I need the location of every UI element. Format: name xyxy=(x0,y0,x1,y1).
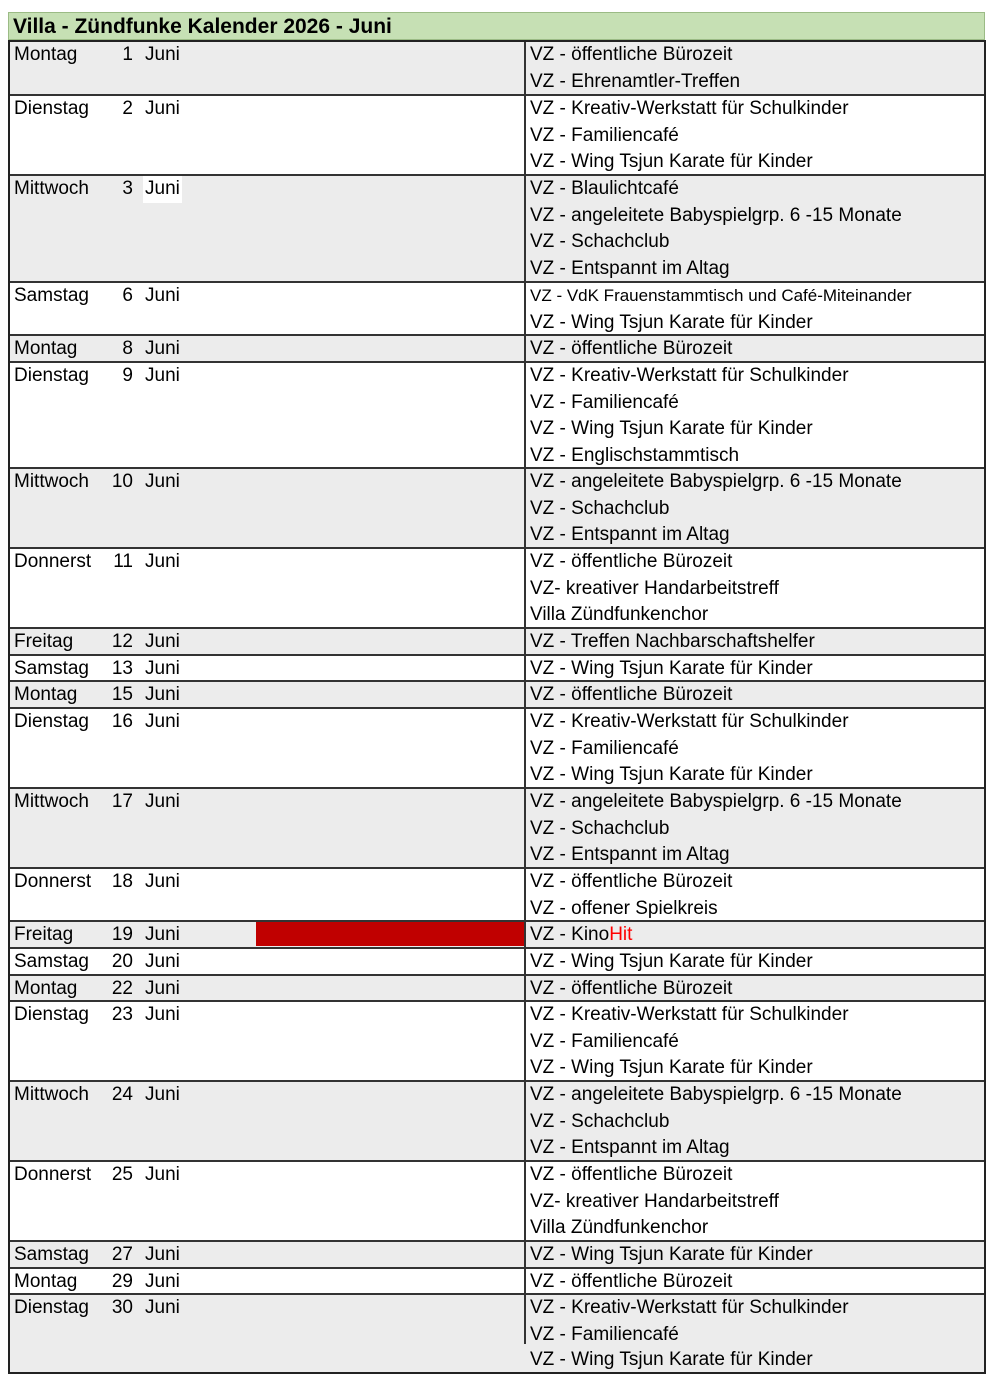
calendar-row xyxy=(10,363,984,469)
event-item: VZ - Wing Tsjun Karate für Kinder xyxy=(530,658,813,679)
event-list xyxy=(524,96,984,174)
event-list xyxy=(524,549,984,627)
month-label: Juni xyxy=(145,1271,180,1292)
calendar-row xyxy=(10,96,984,176)
day-name: Montag xyxy=(14,1271,78,1292)
day-name: Dienstag xyxy=(14,711,89,732)
day-number: 13 xyxy=(111,658,133,679)
calendar-row xyxy=(10,469,984,549)
day-name: Montag xyxy=(14,684,78,705)
day-number: 2 xyxy=(122,98,133,119)
day-name: Freitag xyxy=(14,924,74,945)
month-label: Juni xyxy=(145,791,180,812)
event-item: VZ - Wing Tsjun Karate für Kinder xyxy=(530,951,813,972)
event-item: VZ - angeleitete Babyspielgrp. 6 -15 Monate xyxy=(530,471,902,492)
day-name: Dienstag xyxy=(14,98,89,119)
event-item: VZ - Schachclub xyxy=(530,497,670,519)
event-item: VZ - Familiencafé xyxy=(530,1030,679,1052)
month-label: Juni xyxy=(145,98,180,119)
day-number: 18 xyxy=(111,871,133,892)
month-label: Juni xyxy=(145,924,180,945)
day-number: 29 xyxy=(111,1271,133,1292)
month-label: Juni xyxy=(145,1297,180,1318)
month-label: Juni xyxy=(145,1004,180,1025)
event-list xyxy=(524,949,984,974)
day-number: 11 xyxy=(113,551,133,572)
event-item: VZ - Treffen Nachbarschaftshelfer xyxy=(530,631,815,652)
event-item: VZ - Ehrenamtler-Treffen xyxy=(530,70,741,92)
day-number: 10 xyxy=(111,471,133,492)
event-list xyxy=(524,1269,984,1293)
month-label: Juni xyxy=(145,951,180,972)
event-item: VZ - Entspannt im Altag xyxy=(530,844,730,866)
month-label: Juni xyxy=(145,285,180,306)
event-item: VZ - Familiencafé xyxy=(530,124,679,146)
event-item: VZ - Kreativ-Werkstatt für Schulkinder xyxy=(530,365,849,386)
event-list xyxy=(524,789,984,867)
event-item: VZ - VdK Frauenstammtisch und Café-Miteinander xyxy=(530,286,912,305)
calendar-row xyxy=(10,1295,984,1372)
month-label: Juni xyxy=(145,1244,180,1265)
day-name: Mittwoch xyxy=(14,791,89,812)
day-name: Dienstag xyxy=(14,1004,89,1025)
event-list xyxy=(524,709,984,787)
event-item: VZ - öffentliche Bürozeit xyxy=(530,338,733,359)
day-name: Mittwoch xyxy=(14,471,89,492)
event-list xyxy=(524,682,984,707)
event-item: VZ - Entspannt im Altag xyxy=(530,258,730,280)
day-number: 8 xyxy=(122,338,133,359)
event-item: VZ - Kreativ-Werkstatt für Schulkinder xyxy=(530,1004,849,1025)
day-number: 1 xyxy=(122,44,133,65)
day-number: 22 xyxy=(111,978,133,999)
event-item: VZ - Englischstammtisch xyxy=(530,445,740,467)
month-label: Juni xyxy=(145,978,180,999)
calendar-row xyxy=(10,629,984,656)
calendar-row xyxy=(10,283,984,336)
day-number: 3 xyxy=(122,178,133,199)
event-list xyxy=(524,1295,984,1344)
day-number: 15 xyxy=(111,684,133,705)
calendar-row xyxy=(10,336,984,363)
day-number: 12 xyxy=(111,631,133,652)
calendar-row xyxy=(10,656,984,682)
event-list xyxy=(524,629,984,654)
event-item: VZ - öffentliche Bürozeit xyxy=(530,871,733,892)
event-list xyxy=(524,363,984,467)
event-item: VZ - Wing Tsjun Karate für Kinder xyxy=(530,764,813,786)
month-label: Juni xyxy=(145,44,180,65)
day-name: Freitag xyxy=(14,631,74,652)
day-name: Mittwoch xyxy=(14,1084,89,1105)
day-number: 19 xyxy=(111,924,133,945)
event-item: VZ - Blaulichtcafé xyxy=(530,178,679,199)
calendar-row xyxy=(10,789,984,869)
event-hit-text: Hit xyxy=(609,924,633,945)
month-label: Juni xyxy=(145,711,180,732)
event-text: VZ - Kino xyxy=(530,924,610,945)
event-item: VZ - Schachclub xyxy=(530,1110,670,1132)
calendar-row xyxy=(10,922,984,949)
event-item: Villa Zündfunkenchor xyxy=(530,604,709,626)
event-item: VZ - Wing Tsjun Karate für Kinder xyxy=(530,1057,813,1079)
event-item: VZ - Kreativ-Werkstatt für Schulkinder xyxy=(530,1297,849,1318)
month-label: Juni xyxy=(145,1084,180,1105)
day-name: Donnerst xyxy=(14,551,92,572)
event-list xyxy=(524,176,984,281)
calendar-row xyxy=(10,1242,984,1269)
event-item: VZ - angeleitete Babyspielgrp. 6 -15 Monate xyxy=(530,791,902,812)
highlight-bar xyxy=(256,922,524,946)
event-item: VZ - Wing Tsjun Karate für Kinder xyxy=(530,151,813,173)
month-label: Juni xyxy=(145,338,180,359)
day-name: Samstag xyxy=(14,658,89,679)
day-number: 9 xyxy=(122,365,133,386)
calendar-row xyxy=(10,1162,984,1242)
event-list xyxy=(524,922,984,947)
month-label: Juni xyxy=(145,1164,180,1185)
calendar-row xyxy=(10,1269,984,1295)
event-item: VZ- kreativer Handarbeitstreff xyxy=(530,577,779,599)
calendar-table xyxy=(8,40,986,1374)
event-item: VZ - öffentliche Bürozeit xyxy=(530,978,733,999)
event-list xyxy=(524,1082,984,1160)
day-name: Dienstag xyxy=(14,1297,89,1318)
calendar-row xyxy=(10,1002,984,1082)
event-item xyxy=(526,922,984,949)
event-item: VZ - Familiencafé xyxy=(530,737,679,759)
calendar-title: Villa - Zündfunke Kalender 2026 - Juni xyxy=(8,12,985,40)
event-item: VZ - angeleitete Babyspielgrp. 6 -15 Monate xyxy=(530,204,902,226)
day-name: Montag xyxy=(14,44,78,65)
month-label: Juni xyxy=(145,684,180,705)
month-label: Juni xyxy=(145,631,180,652)
event-list xyxy=(524,1242,984,1267)
calendar-row xyxy=(10,949,984,976)
event-item: VZ - Wing Tsjun Karate für Kinder xyxy=(530,311,813,333)
calendar-row xyxy=(10,682,984,709)
event-item: VZ - Schachclub xyxy=(530,231,670,253)
month-label: Juni xyxy=(145,471,180,492)
day-name: Samstag xyxy=(14,285,89,306)
day-name: Donnerst xyxy=(14,871,92,892)
month-label: Juni xyxy=(145,551,180,572)
event-item: VZ - öffentliche Bürozeit xyxy=(530,44,733,65)
day-number: 6 xyxy=(122,285,133,306)
event-list xyxy=(524,869,984,920)
month-label: Juni xyxy=(145,365,180,386)
day-name: Samstag xyxy=(14,1244,89,1265)
event-item: VZ - öffentliche Bürozeit xyxy=(530,551,733,572)
event-item: VZ - öffentliche Bürozeit xyxy=(530,684,733,705)
event-list xyxy=(524,1002,984,1080)
event-item: Villa Zündfunkenchor xyxy=(530,1217,709,1239)
calendar-row xyxy=(10,549,984,629)
day-number: 20 xyxy=(111,951,133,972)
calendar-row xyxy=(10,1082,984,1162)
day-name: Dienstag xyxy=(14,365,89,386)
event-item: VZ - Wing Tsjun Karate für Kinder xyxy=(530,1244,813,1265)
event-item: VZ - Kreativ-Werkstatt für Schulkinder xyxy=(530,98,849,119)
event-list xyxy=(524,469,984,547)
event-list xyxy=(524,336,984,361)
day-number: 30 xyxy=(111,1297,133,1318)
day-number: 16 xyxy=(111,711,133,732)
day-name: Donnerst xyxy=(14,1164,92,1185)
event-item: VZ- kreativer Handarbeitstreff xyxy=(530,1190,779,1212)
calendar-row xyxy=(10,976,984,1002)
event-item: VZ - Entspannt im Altag xyxy=(530,524,730,546)
calendar-row xyxy=(10,869,984,922)
event-item: VZ - angeleitete Babyspielgrp. 6 -15 Monate xyxy=(530,1084,902,1105)
event-item: VZ - Schachclub xyxy=(530,817,670,839)
day-name: Mittwoch xyxy=(14,178,89,199)
month-label: Juni xyxy=(145,658,180,679)
event-list xyxy=(524,976,984,1000)
day-number: 25 xyxy=(111,1164,133,1185)
month-label: Juni xyxy=(143,176,182,203)
event-item: VZ - Familiencafé xyxy=(530,391,679,413)
day-name: Montag xyxy=(14,338,78,359)
calendar-row xyxy=(10,42,984,96)
event-list xyxy=(524,1162,984,1240)
day-number: 24 xyxy=(111,1084,133,1105)
event-list xyxy=(524,283,984,334)
event-item: VZ - Wing Tsjun Karate für Kinder xyxy=(530,1349,813,1370)
event-item: VZ - Familiencafé xyxy=(530,1323,679,1345)
day-name: Montag xyxy=(14,978,78,999)
calendar-row xyxy=(10,709,984,789)
event-item: VZ - Entspannt im Altag xyxy=(530,1137,730,1159)
day-number: 27 xyxy=(111,1244,133,1265)
event-list xyxy=(524,42,984,94)
event-list xyxy=(524,656,984,680)
calendar-row xyxy=(10,176,984,283)
day-name: Samstag xyxy=(14,951,89,972)
day-number: 17 xyxy=(111,791,133,812)
event-item: VZ - öffentliche Bürozeit xyxy=(530,1271,733,1292)
day-number: 23 xyxy=(111,1004,133,1025)
event-item: VZ - öffentliche Bürozeit xyxy=(530,1164,733,1185)
event-item: VZ - Wing Tsjun Karate für Kinder xyxy=(530,418,813,440)
event-item: VZ - offener Spielkreis xyxy=(530,897,718,919)
month-label: Juni xyxy=(145,871,180,892)
event-item: VZ - Kreativ-Werkstatt für Schulkinder xyxy=(530,711,849,732)
